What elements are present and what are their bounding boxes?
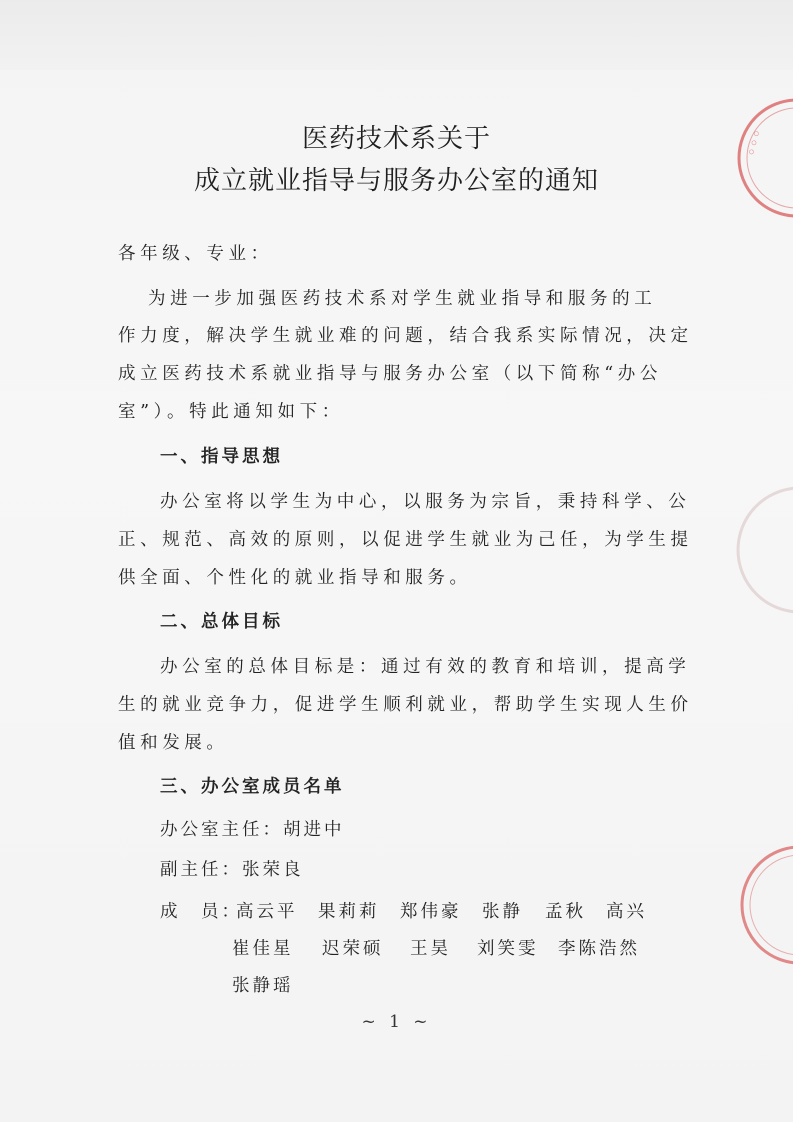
scan-shadow-band	[0, 0, 793, 70]
member-name: 崔佳星	[232, 939, 294, 959]
member-name: 李陈浩然	[558, 939, 640, 959]
member-name: 高云平	[236, 902, 298, 922]
member-name: 王昊	[410, 939, 451, 959]
section3-heading: 三、办公室成员名单	[160, 777, 345, 797]
svg-text:◦◦◦: ◦◦◦	[741, 126, 768, 160]
intro-line-4: 室”）。特此通知如下：	[118, 402, 344, 422]
intro-line-2: 作力度，解决学生就业难的问题，结合我系实际情况，决定	[118, 326, 693, 346]
section1-heading: 一、指导思想	[160, 447, 283, 467]
deputy-director: 副主任：张荣良	[160, 860, 304, 880]
seal-stamp-middle	[730, 470, 793, 630]
section2-heading: 二、总体目标	[160, 612, 283, 632]
members-label: 成 员：	[160, 902, 242, 922]
section2-line-1: 办公室的总体目标是：通过有效的教育和培训，提高学	[160, 657, 691, 677]
section1-line-1: 办公室将以学生为中心，以服务为宗旨，秉持科学、公	[160, 492, 691, 512]
section1-line-2: 正、规范、高效的原则，以促进学生就业为己任，为学生提	[118, 530, 693, 550]
section2-line-3: 值和发展。	[118, 733, 229, 753]
member-name: 刘笑雯	[477, 939, 539, 959]
member-name: 张静	[482, 902, 523, 922]
intro-line-1: 为进一步加强医药技术系对学生就业指导和服务的工	[148, 289, 657, 309]
seal-stamp-bottom	[728, 830, 793, 980]
intro-line-3: 成立医药技术系就业指导与服务办公室（以下简称“办公	[118, 364, 662, 384]
member-name: 郑伟豪	[400, 902, 462, 922]
member-name: 张静瑶	[232, 976, 294, 996]
member-name: 孟秋	[545, 902, 586, 922]
title-line-2: 成立就业指导与服务办公室的通知	[193, 166, 599, 196]
member-name: 果莉莉	[318, 902, 380, 922]
section1-line-3: 供全面、个性化的就业指导和服务。	[118, 568, 472, 588]
title-line-1: 医药技术系关于	[301, 124, 491, 154]
member-name: 高兴	[606, 902, 647, 922]
salutation: 各年级、专业：	[118, 244, 273, 264]
member-name: 迟荣硕	[322, 939, 384, 959]
seal-stamp-top	[722, 88, 793, 228]
office-director: 办公室主任：胡进中	[160, 820, 345, 840]
page-number: ~ 1 ~	[361, 1012, 432, 1032]
section2-line-2: 生的就业竞争力，促进学生顺利就业，帮助学生实现人生价	[118, 695, 693, 715]
